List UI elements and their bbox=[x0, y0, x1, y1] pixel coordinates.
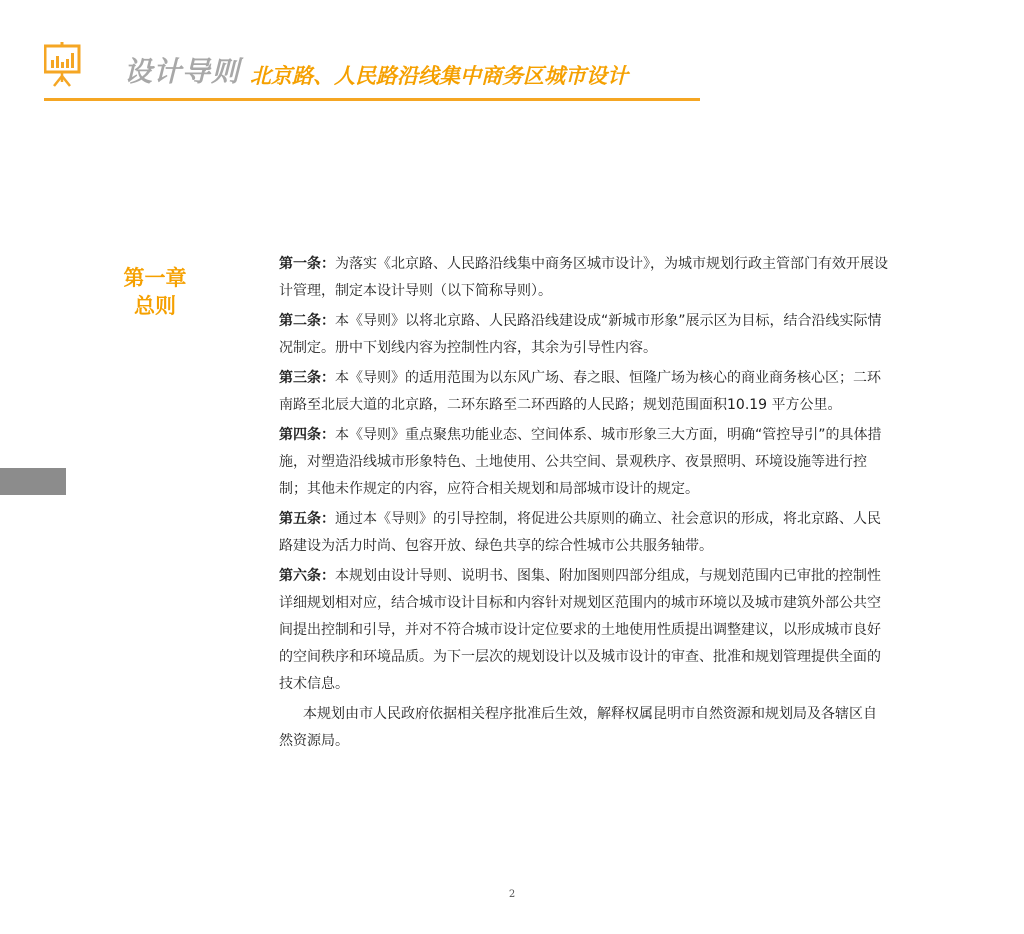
chapter-number: 第一章 bbox=[123, 266, 187, 290]
article-text: 本《导则》重点聚焦功能业态、空间体系、城市形象三大方面，明确“管控导引”的具体措施，对塑造沿线城市形象特色、土地使用、公共空间、景观秩序、夜景照明、环境设施等进行控制；其他未作规定的内容，应符合相关规划和局部城市设计的规定。 bbox=[279, 427, 882, 497]
article-text: 本《导则》以将北京路、人民路沿线建设成“新城市形象”展示区为目标，结合沿线实际情况制定。册中下划线内容为控制性内容，其余为引导性内容。 bbox=[279, 313, 882, 356]
presentation-chart-icon bbox=[44, 42, 84, 90]
header-divider bbox=[44, 98, 700, 101]
article-title: 第一条： bbox=[279, 256, 335, 272]
article-1 bbox=[279, 251, 889, 305]
article-2 bbox=[279, 308, 889, 362]
article-text: 本规划由设计导则、说明书、图集、附加图则四部分组成，与规划范围内已审批的控制性详细规划相对应，结合城市设计目标和内容针对规划区范围内的城市环境以及城市建筑外部公共空间提出控制和引导，并对不符合城市设计定位要求的土地使用性质提出调整建议，以形成城市良好的空间秩序和环境品质。为下一层次的规划设计以及城市设计的审查、批准和规划管理提供全面的技术信息。 bbox=[279, 568, 881, 692]
article-text: 本《导则》的适用范围为以东风广场、春之眼、恒隆广场为核心的商业商务核心区；二环南路至北辰大道的北京路，二环东路至二环西路的人民路；规划范围面积10.19 平方公里。 bbox=[279, 370, 881, 413]
side-tab-marker bbox=[0, 468, 66, 495]
closing-paragraph: 本规划由市人民政府依据相关程序批准后生效，解释权属昆明市自然资源和规划局及各辖区自然资源局。 bbox=[279, 706, 877, 749]
chapter-name: 总则 bbox=[134, 294, 176, 318]
header-title: 设计导则 bbox=[124, 55, 241, 88]
article-title: 第六条： bbox=[279, 568, 335, 584]
page-number: 2 bbox=[508, 889, 516, 900]
article-title: 第五条： bbox=[279, 511, 335, 527]
article-3 bbox=[279, 365, 889, 419]
article-5 bbox=[279, 506, 889, 560]
article-6 bbox=[279, 563, 889, 698]
article-4 bbox=[279, 422, 889, 503]
article-title: 第二条： bbox=[279, 313, 335, 329]
article-title: 第三条： bbox=[279, 370, 335, 386]
article-text: 为落实《北京路、人民路沿线集中商务区城市设计》，为城市规划行政主管部门有效开展设计管理，制定本设计导则（以下简称导则）。 bbox=[279, 256, 888, 299]
article-list bbox=[279, 251, 889, 755]
chapter-heading bbox=[100, 264, 210, 320]
article-text: 通过本《导则》的引导控制，将促进公共原则的确立、社会意识的形成，将北京路、人民路建设为活力时尚、包容开放、绿色共享的综合性城市公共服务轴带。 bbox=[279, 511, 881, 554]
header-subtitle: 北京路、人民路沿线集中商务区城市设计 bbox=[250, 64, 628, 88]
article-title: 第四条： bbox=[279, 427, 335, 443]
